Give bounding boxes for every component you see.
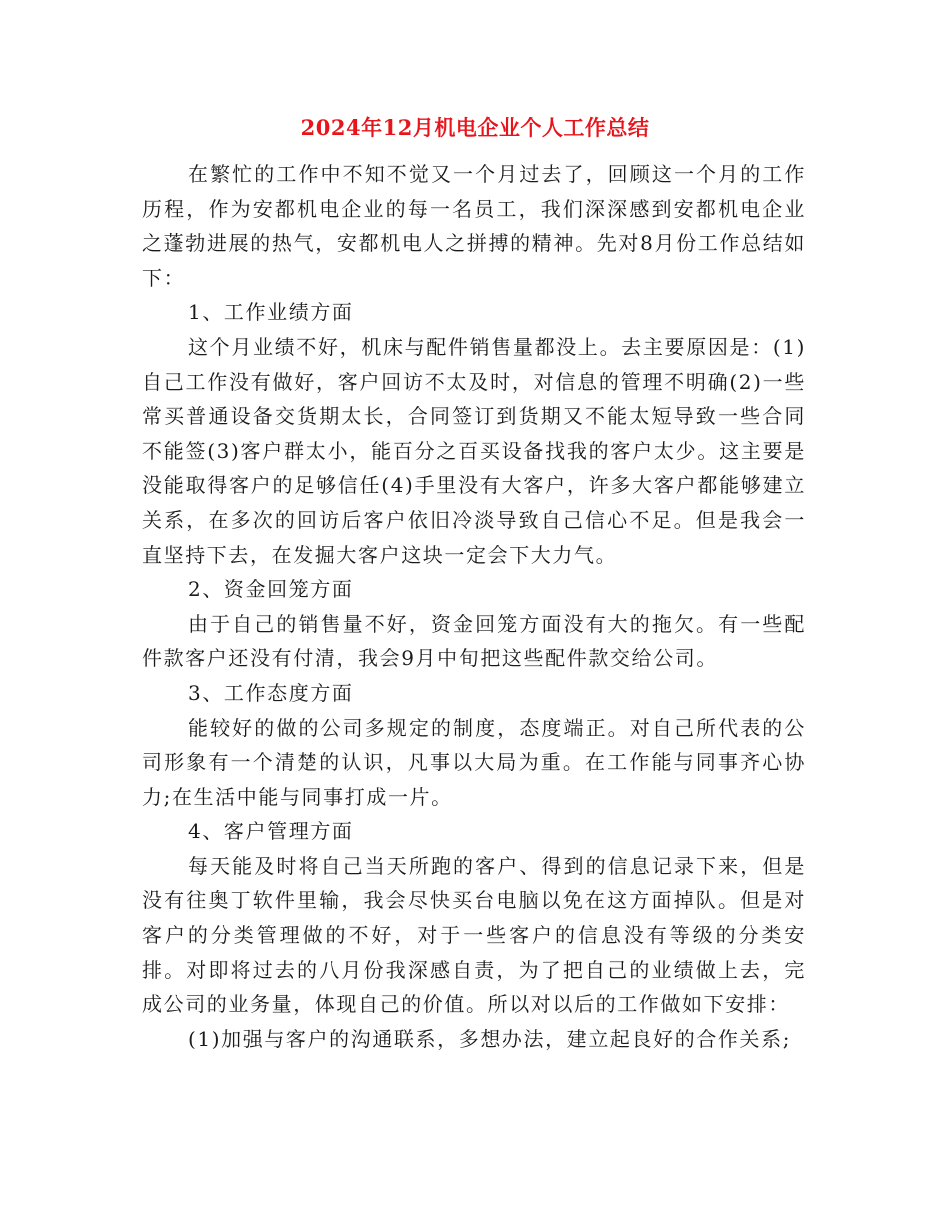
document-title: 2024年12月机电企业个人工作总结	[300, 115, 650, 140]
paragraph-performance: 这个月业绩不好，机床与配件销售量都没上。去主要原因是：(1)自己工作没有做好，客户回访不太及时，对信息的管理不明确(2)一些常买普通设备交货期太长，合同签订到货期又不能太短导致一些合同不能签(3)客户群太小，能百分之百买设备找我的客户太少。这主要是没能取得客户的足够信任(4)手里没有大客户，许多大客户都能够建立关系，在多次的回访后客户依旧冷淡导致自己信心不足。但是我会一直坚持下去，在发掘大客户这块一定会下大力气。	[142, 334, 806, 567]
paragraph-plan-item-1: (1)加强与客户的沟通联系，多想办法，建立起良好的合作关系;	[188, 1026, 792, 1051]
section-heading-funds: 2、资金回笼方面	[188, 577, 354, 602]
paragraph-intro: 在繁忙的工作中不知不觉又一个月过去了，回顾这一个月的工作历程，作为安都机电企业的每一名员工，我们深深感到安都机电企业之蓬勃进展的热气，安都机电人之拼搏的精神。先对8月份工作总结如下：	[142, 162, 806, 290]
section-heading-performance: 1、工作业绩方面	[188, 300, 354, 325]
section-heading-attitude: 3、工作态度方面	[188, 680, 354, 705]
paragraph-attitude: 能较好的做的公司多规定的制度，态度端正。对自己所代表的公司形象有一个清楚的认识，凡事以大局为重。在工作能与同事齐心协力;在生活中能与同事打成一片。	[142, 715, 806, 809]
paragraph-funds: 由于自己的销售量不好，资金回笼方面没有大的拖欠。有一些配件款客户还没有付清，我会9月中旬把这些配件款交给公司。	[142, 611, 806, 671]
document-body	[142, 157, 806, 1056]
section-heading-customer: 4、客户管理方面	[188, 819, 354, 844]
paragraph-customer: 每天能及时将自己当天所跑的客户、得到的信息记录下来，但是没有往奥丁软件里输，我会尽快买台电脑以免在这方面掉队。但是对客户的分类管理做的不好，对于一些客户的信息没有等级的分类安排。对即将过去的八月份我深感自责，为了把自己的业绩做上去，完成公司的业务量，体现自己的价值。所以对以后的工作做如下安排：	[142, 853, 806, 1017]
